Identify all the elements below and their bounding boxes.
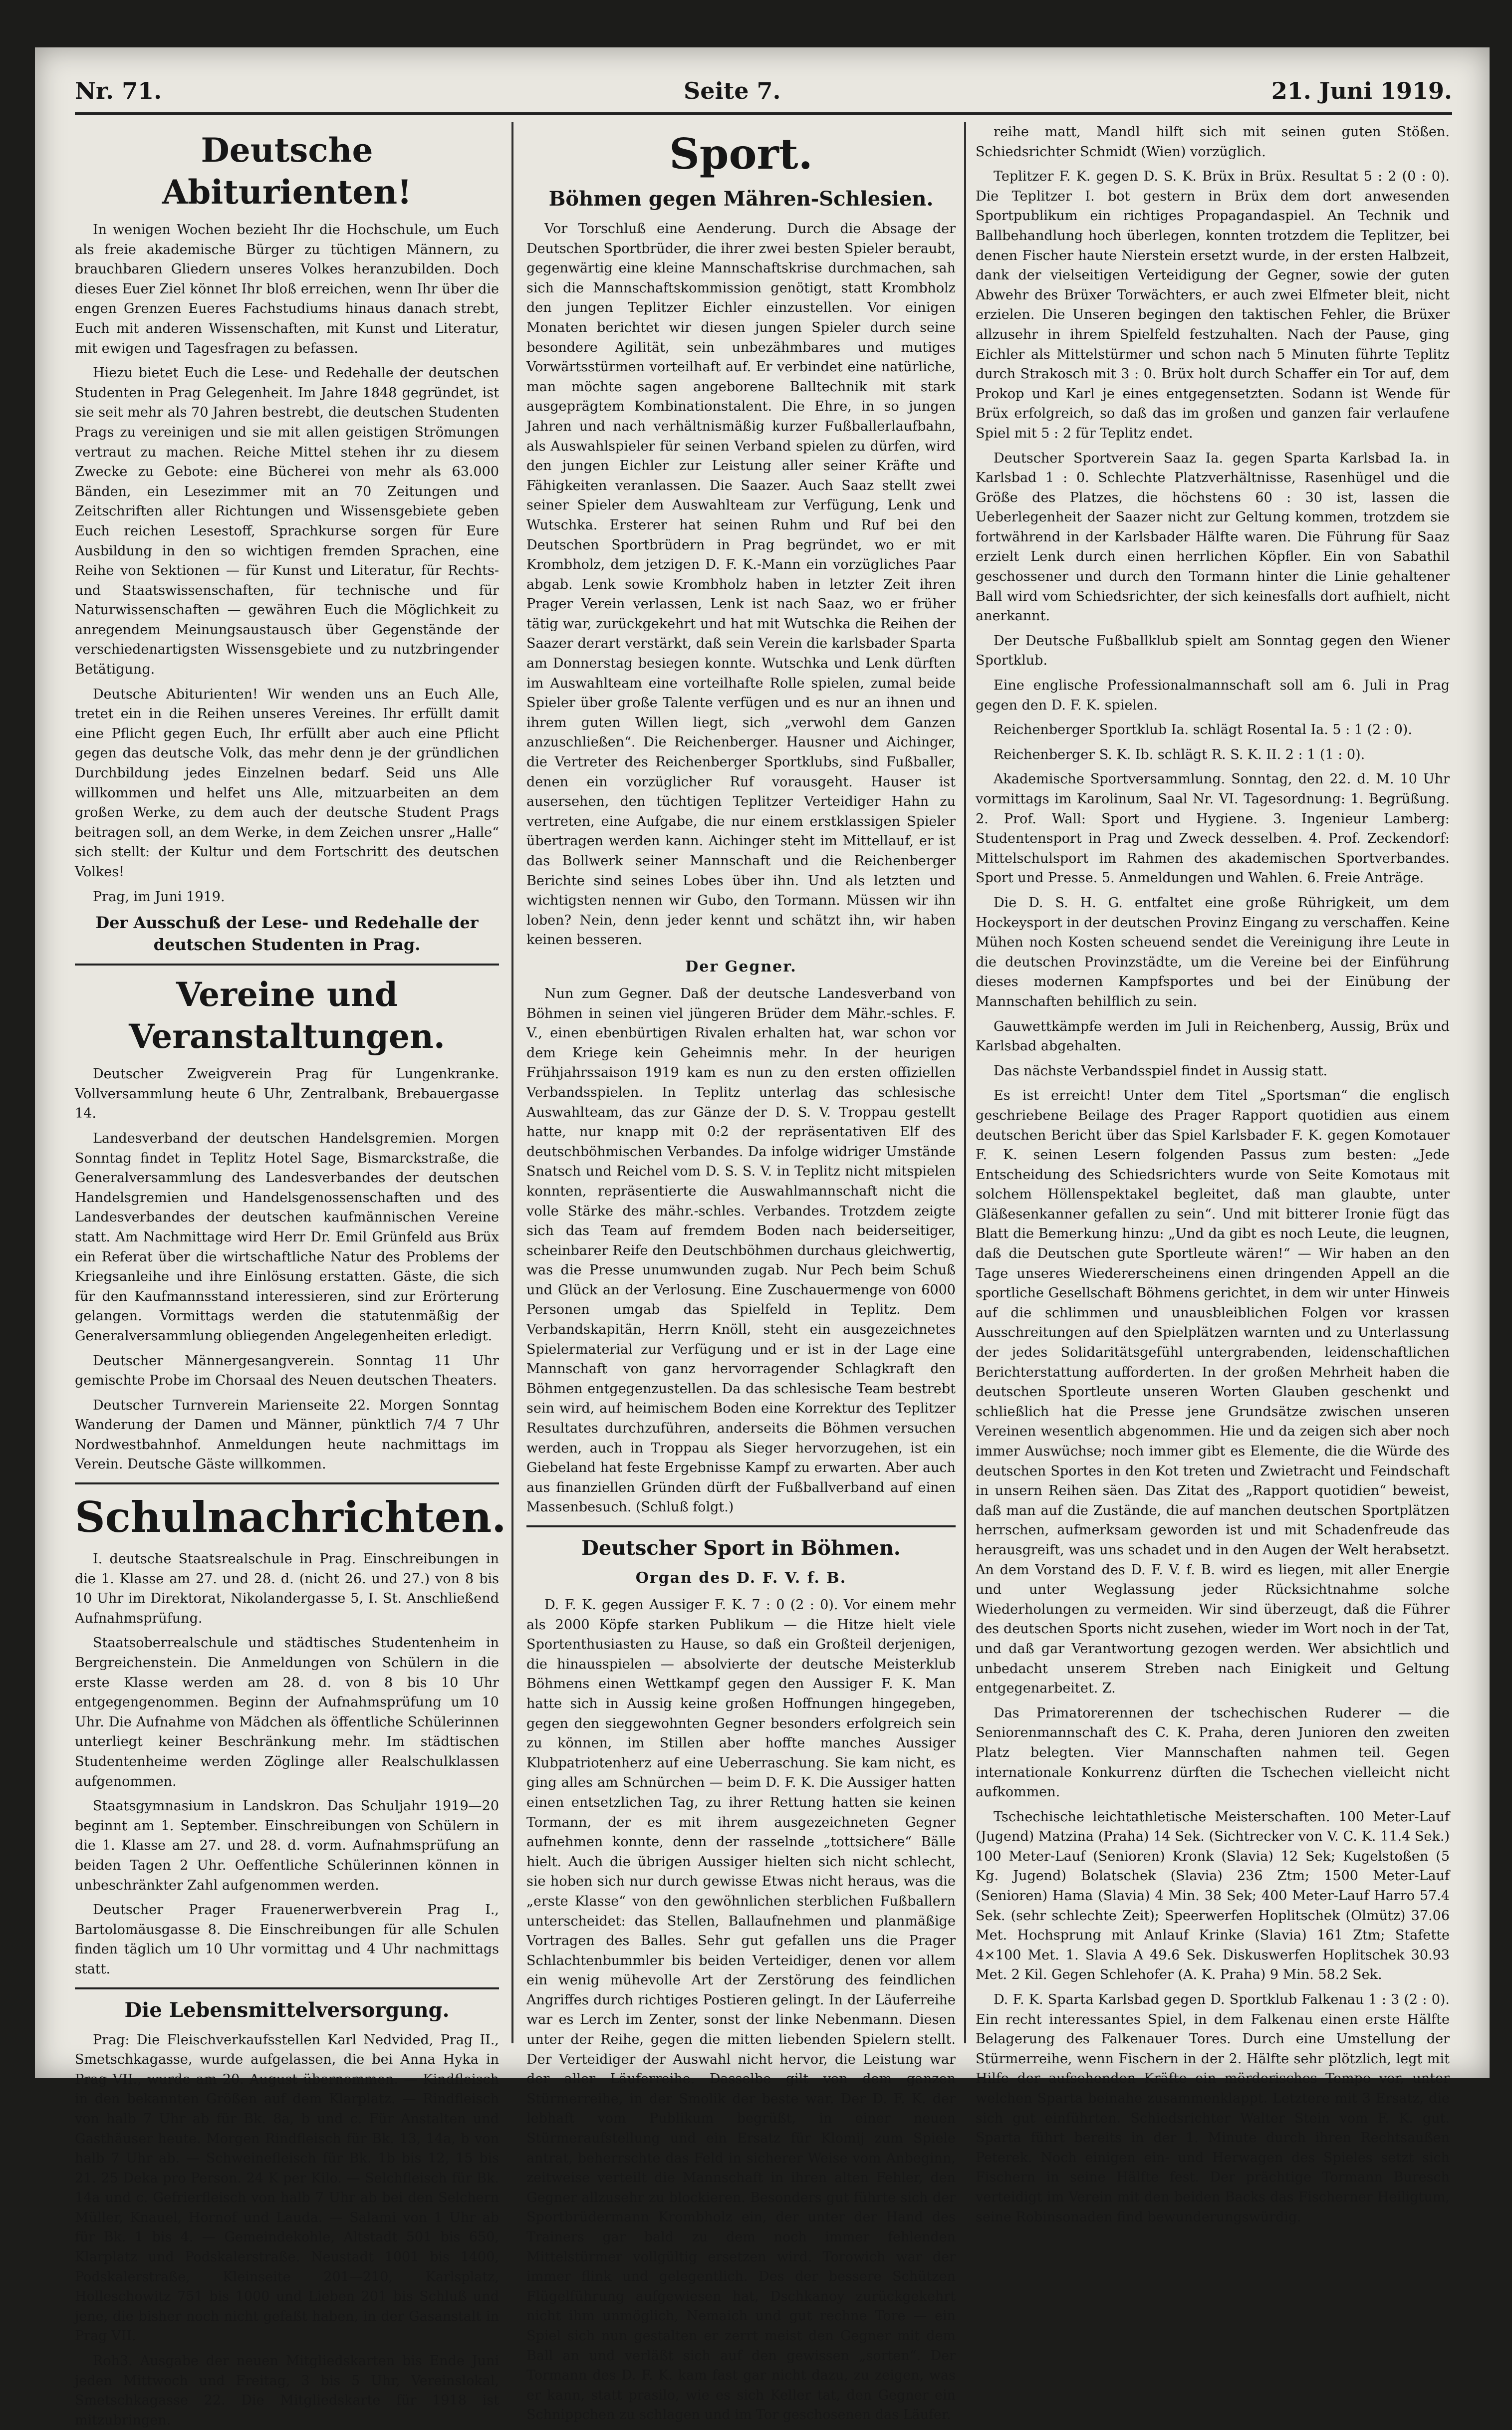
sport-headline: Sport.	[669, 129, 813, 179]
sport-news-paragraph: Eine englische Professionalmannschaft soll am 6. Juli in Prag gegen den D. F. K. spielen.	[976, 678, 1450, 713]
section-divider	[75, 1987, 499, 1989]
schul-headline: Schulnachrichten.	[75, 1492, 506, 1542]
section-divider	[526, 1525, 956, 1527]
dsport-paragraph: D. F. K. gegen Aussiger F. K. 7 : 0 (2 : 0). Vor einem mehr als 2000 Köpfe starken Publikum — die Hitze hielt viele Sportenthusiasten zu Hause, so daß ein Großteil derjenigen, die hinausspielen — absolvierte der deutsche Meisterklub Böhmens einen Wettkampf gegen den Aussiger F. K. Man hatte sich in Aussig keine großen Hoffnungen hingegeben, gegen den sieggewohnten Gegner besonders erfolgreich sein zu können, im Stillen aber hoffte manches Aussiger Klubpatriotenherz auf eine Ueberraschung. Sie kam nicht, es ging alles am Schnürchen — beim D. F. K. Die Aussiger hatten einen entsetzlichen Tag, zu ihrer Rettung hatten sie keinen Tormann, der es mit ihrem ausgezeichneten Gegner aufnehmen konnte, denn der rasselnde „tottsichere“ Bälle hielt. Auch die übrigen Aussiger hielten sich nicht schlecht, sie hoben sich nur durch gewisse Etwas nicht heraus, was die „erste Klasse“ von den gewöhnlichen sterblichen Fußballern unterscheidet: das Stellen, Ballaufnehmen und planmäßige Vortragen des Balles. Sehr gut gefallen uns die Prager Schlachtenbummler bis beiden Verteidiger, denen vor allem ein wenig mühevolle Art der Zerstörung des feindlichen Angriffes durch richtiges Postieren gelingt. In der Läuferreihe war es Lerch im Zenter, sonst der linke Nebenmann. Diesen unter der Reihe, gegen die mitten liebenden Spielern stellt. Der Verteidiger der Auswahl nicht hervor, die Leistung war der aller Läuferreihe. Dasselbe gilt von dem ganzen Stürmerreihe, in der Smolik der beste war. Der D. F. K. der lebhaft vom Publikum begrüßt, in einer neuen Stürmeraufstellung und ein Ersatz für Klomij zum Spiele antrat, beherrschte das Feld in sicherer Weise vom Anbeginn, zeitweise verteilt die Mannschaft in ihren alten Fehler, den Gegner allzusehr zu blockieren. Besonders gut führte sich der Sportbrüdermann Krombholz ein, der unter der Hand des Trainers gar bald zu dem noch immer fehlenden Mittelstürmer vollgültig ersetzen wird. Torowich war der immer flink und gelegentlich. Des der bessere Schützen Flügelführung aufgewiesen hat, Dschkanoy zurückgekehrt nicht ihm unmöglich, Nemaich und gut rechne Tore — ein Spiel sich nun gestalten er zerrt meist den Gegner mit dem Ball an und verläßt sich auf den gewissen „sorten“. Der Tormann des D. F. K. kam fast gar nicht dazu, zu zeigen, was er kann, statt prasilo, wie es sich Keller tat, den Gegner ein Schnippchen zu schlagen und im Tor geschosenen das Läufer.	[526, 1597, 956, 2423]
organ-subheadline: Organ des D. F. V. f. B.	[635, 1569, 847, 1587]
issue-date: 21. Juni 1919.	[1271, 77, 1452, 104]
abiturienten-headline: Deutsche Abiturienten!	[162, 131, 412, 212]
sport-news-paragraph: Die D. S. H. G. entfaltet eine große Rührigkeit, um dem Hockeysport in der deutschen Provinz Eingang zu verschaffen. Keine Mühen noch Kosten scheuend sendet die Vereinigung ihre Leute in die deutschen Provinzstädte, um die Vereine bei der Einführung dieses modernen Kampfsportes und bei der Einübung der Mannschaften behilflich zu sein.	[976, 895, 1450, 1009]
gegner-paragraph: Nun zum Gegner. Daß der deutsche Landesverband von Böhmen in seinen viel jüngeren Brüder dem Mähr.-schles. F. V., einen ebenbürtigen Rivalen erhalten hat, war schon vor dem Kriege kein Geheimnis mehr. In der heurigen Frühjahrssaison 1919 kam es nun zu den ersten offiziellen Verbandsspielen. In Teplitz unterlag das schlesische Auswahlteam, das zur Gänze der D. S. V. Troppau gestellt hatte, nur knapp mit 0:2 der repräsentativen Elf des deutschböhmischen Verbandes. Da infolge widriger Umstände Snatsch und Reichel vom D. S. S. V. in Teplitz nicht mitspielen konnten, repräsentierte die Auswahlmannschaft nicht die volle Stärke des mähr.-schles. Verbandes. Trotzdem zeigte sich das Team auf fremdem Boden nach beiderseitiger, scheinbarer Reife den Deutschböhmen durchaus gleichwertig, was die Presse unumwunden zugab. Nur Pech beim Schuß und Glück an der Verlosung. Eine Zuschauermenge von 6000 Personen umgab das Spielfeld in Teplitz. Dem Verbandskapitän, Herrn Knöll, steht ein ausgezeichnetes Spielermaterial zur Verfügung und er ist in der Lage eine Mannschaft von ganz hervorragender Schlagkraft den Böhmen entgegenzustellen. Da das schlesische Team bestrebt sein wird, auf heimischem Boden eine Korrektur des Teplitzer Resultates durchzuführen, anderseits die Böhmen versuchen werden, auch in Troppau als Sieger hervorzugehen, ist ein Giebeland hat feste Ergebnisse Kampf zu erwarten. Aber auch aus finanziellen Gründen dürft der Fußballverband auf einen Massenbesuch. (Schluß folgt.)	[526, 985, 956, 1515]
page-number: Seite 7.	[684, 77, 781, 104]
sport-news-paragraph: Reichenberger Sportklub Ia. schlägt Rosental Ia. 5 : 1 (2 : 0).	[994, 722, 1412, 738]
page-header	[75, 72, 1452, 115]
sport-news-paragraph: D. F. K. Sparta Karlsbad gegen D. Sportklub Falkenau 1 : 3 (2 : 0). Ein recht interessantes Spiel, in dem Falkenau einen erste Hälfte Belagerung des Falkenauer Tores. Durch eine Umstellung der Stürmerreihe, wenn Fischern in der 2. Hälfte sehr plötzlich, legt mit Hilfe der aufsehenden Kräfte ein mörderisches Tempo vor, unter welchen Sparta beinahe zusammenklappt. Letztere mit 3 Ersatz, die sich gut einführten. Schiedsrichter Walter Stein vom F. K. gut. Sparta führt bereits in der 1. Minute durch ihren Rechtsaußen Peterek. Noch einigen ein- und Herwagen des Spieles setzt sich Fischern in seine Hälfte fest. Der prächtige Tormann Buresch verteidigt im Verein mit den beiden Backs das Fischerner Heiligtum, seine Robinsonaden find bewunderungswürdig.	[976, 1992, 1450, 2225]
sport-news-paragraph: reihe matt, Mandl hilft sich mit seinen guten Stößen. Schiedsrichter Schmidt (Wien) vorzüglich.	[976, 124, 1450, 160]
schul-paragraph: Deutscher Prager Frauenerwerbverein Prag I., Bartolomäusgasse 8. Die Einschreibungen für alle Schulen finden täglich um 10 Uhr vormittag und 4 Uhr nachmittags statt.	[75, 1902, 499, 1977]
gegner-subheadline: Der Gegner.	[685, 958, 797, 975]
sport-news-paragraph: Gauwettkämpfe werden im Juli in Reichenberg, Aussig, Brüx und Karlsbad abgehalten.	[976, 1018, 1450, 1054]
sport-news-paragraph: Das Primatorerennen der tschechischen Ruderer — die Seniorenmannschaft des C. K. Praha, deren Junioren den zweiten Platz belegten. Vier Mannschaften nahmen teil. Gegen internationale Konkurrenz dürften die Tschechen vielleicht nicht aufkommen.	[976, 1705, 1450, 1800]
sport-news-paragraph: Teplitzer F. K. gegen D. S. K. Brüx in Brüx. Resultat 5 : 2 (0 : 0). Die Teplitzer I. bot gestern in Brüx dem dort anwesenden Sportpublikum ein richtiges Propagandaspiel. An Technik und Ballbehandlung hoch überlegen, konnten trotzdem die Teplitzer, bei denen Fischer haute Nierstein ersetzt wurde, in der ersten Halbzeit, dank der vielseitigen Verteidigung der Gegner, sowie der guten Abwehr des Brüxer Torwächters, er auch zwei Elfmeter bleit, nicht erzielen. Die Unseren begingen den taktischen Fehler, die Brüxer allzusehr in ihrem Spielfeld festzuhalten. Nach der Pause, ging Eichler als Mittelstürmer und schon nach 5 Minuten führte Teplitz durch Strakosch mit 3 : 0. Brüx holt durch Schaffer ein Tor auf, dem Prokop und Karl je eines entgegensetzten. Sodann ist Wende für Brüx erfolgreich, so daß das im großen und ganzen fair verlaufene Spiel mit 5 : 2 für Teplitz endet.	[976, 169, 1450, 441]
column-1	[75, 122, 506, 2428]
sport-news-paragraph: Tschechische leichtathletische Meisterschaften. 100 Meter-Lauf (Jugend) Matzina (Praha) 14 Sek. (Sichtrecker von V. C. K. 11.4 Sek.) 100 Meter-Lauf (Senioren) Kronk (Slavia) 12 Sek; Kugelstoßen (5 Kg. Jugend) Bolatschek (Slavia) 236 Ztm; 1500 Meter-Lauf (Senioren) Hama (Slavia) 4 Min. 38 Sek; 400 Meter-Lauf Harro 57.4 Sek. (sehr schlechte Zeit); Speerwerfen Hoplitschek (Olmütz) 37.06 Met. Hochsprung mit Anlauf Krinke (Slavia) 161 Ztm; Stafette 4×100 Met. 1. Slavia A 49.6 Sek. Diskuswerfen Hoplitschek 30.93 Met. 2 Kil. Gegen Schlehofer (A. K. Praha) 9 Min. 58.2 Sek.	[976, 1809, 1450, 1983]
sport-news-paragraph: Das nächste Verbandsspiel findet in Aussig statt.	[994, 1063, 1328, 1079]
boehmen-subheadline: Böhmen gegen Mähren-Schlesien.	[548, 187, 934, 211]
schul-paragraph: I. deutsche Staatsrealschule in Prag. Einschreibungen in die 1. Klasse am 27. und 28. d. (nicht 26. und 27.) von 8 bis 10 Uhr im Direktorat, Nikolandergasse 5, I. St. Anschließend Aufnahmsprüfung.	[75, 1551, 499, 1626]
abiturienten-paragraph: Hiezu bietet Euch die Lese- und Redehalle der deutschen Studenten in Prag Gelegenheit. Im Jahre 1848 gegründet, ist sie seit mehr als 70 Jahren bestrebt, die deutschen Studenten Prags zu vereinigen und sie mit allen geistigen Strömungen vertraut zu machen. Reiche Mittel stehen ihr zu diesem Zwecke zu Gebote: eine Bücherei von mehr als 63.000 Bänden, ein Lesezimmer mit an 70 Zeitungen und Zeitschriften aller Richtungen und Wissensgebiete geben Euch reichen Lesestoff, Sprachkurse sorgen für Eure Ausbildung in den so wichtigen fremden Sprachen, eine Reihe von Sektionen — für Kunst und Literatur, für Rechts- und Staatswissenschaften, für technische und für Naturwissenschaften — gewähren Euch die Möglichkeit zu anregendem Meinungsaustausch über Gegenstände der verschiedenartigsten Wissensgebiete und zu nutzbringender Betätigung.	[75, 365, 499, 678]
vereine-paragraph: Landesverband der deutschen Handelsgremien. Morgen Sonntag findet in Teplitz Hotel Sage, Bismarckstraße, die Generalversammlung des Landesverbandes der deutschen Handelsgremien und Handelsgenossenschaften und des Landesverbandes der deutschen kaufmännischen Vereine statt. Am Nachmittage wird Herr Dr. Emil Grünfeld aus Brüx ein Referat über die wirtschaftliche Natur des Problems der Kriegsanleihe und ihre Einlösung erstatten. Gäste, die sich für den Kaufmannsstand interessieren, sind zur Erörterung gelangen. Vormittags werden die statutenmäßig der Generalversammlung obliegenden Angelegenheiten erledigt.	[75, 1130, 499, 1344]
sport-news-paragraph: Der Deutsche Fußballklub spielt am Sonntag gegen den Wiener Sportklub.	[976, 633, 1450, 669]
vereine-paragraph: Deutscher Turnverein Marienseite 22. Morgen Sonntag Wanderung der Damen und Männer, pünktlich 7/4 7 Uhr Nordwestbahnhof. Anmeldungen heute nachmittags im Verein. Deutsche Gäste willkommen.	[75, 1397, 499, 1472]
vereine-paragraph: Deutscher Männergesangverein. Sonntag 11 Uhr gemischte Probe im Chorsaal des Neuen deutschen Theaters.	[75, 1353, 499, 1389]
section-divider	[75, 1482, 499, 1484]
lebensmittel-paragraph: Roh3. Ausgabe der neuen Mitgliedskarten bis Ende Juni jeden Mittwoch und Freitag, 3 bis 5 Uhr, Vereinslokal, Smetschkagasse 22. Die Mitgliedskarte für 1918 ist mitzubringen.	[75, 2353, 499, 2428]
column-rule-1	[511, 122, 513, 2043]
issue-number: Nr. 71.	[75, 77, 162, 104]
column-rule-2	[964, 122, 966, 2043]
newspaper-page	[35, 47, 1490, 2428]
abiturienten-dateline: Prag, im Juni 1919.	[93, 889, 225, 905]
vereine-headline: Vereine und Veranstaltungen.	[129, 975, 445, 1056]
column-3	[976, 122, 1450, 2225]
lebensmittel-headline: Die Lebensmittelversorgung.	[124, 1998, 450, 2022]
column-2	[526, 122, 956, 2423]
abiturienten-signature: Der Ausschuß der Lese- und Redehalle der deutschen Studenten in Prag.	[95, 913, 479, 955]
section-divider	[75, 964, 499, 966]
schul-paragraph: Staatsoberrealschule und städtisches Studentenheim in Bergreichenstein. Die Anmeldungen von Schülern in die erste Klasse werden am 28. d. von 8 bis 10 Uhr entgegengenommen. Beginn der Aufnahmsprüfung um 10 Uhr. Die Aufnahme von Mädchen als öffentliche Schülerinnen unterliegt keiner Beschränkung mehr. Im städtischen Studentenheime werden Zöglinge aller Realschulklassen aufgenommen.	[75, 1635, 499, 1789]
vereine-paragraph: Deutscher Zweigverein Prag für Lungenkranke. Vollversammlung heute 6 Uhr, Zentralbank, Brebauergasse 14.	[75, 1066, 499, 1122]
abiturienten-paragraph: Deutsche Abiturienten! Wir wenden uns an Euch Alle, tretet ein in die Reihen unseres Vereines. Ihr erfüllt damit eine Pflicht gegen Euch, Ihr erfüllt aber auch eine Pflicht gegen das deutsche Volk, das mehr denn je der gründlichen Durchbildung jedes Einzelnen bedarf. Seid uns Alle willkommen und helfet uns Alle, mitzuarbeiten an dem großen Werke, zu dem auch der deutsche Student Prags beitragen soll, an dem Werke, in dem Zeichen unsrer „Halle“ sich stellt: der Kultur und dem Fortschritt des deutschen Volkes!	[75, 686, 499, 880]
sport-news-paragraph: Reichenberger S. K. Ib. schlägt R. S. K. II. 2 : 1 (1 : 0).	[994, 746, 1365, 762]
abiturienten-paragraph: In wenigen Wochen bezieht Ihr die Hochschule, um Euch als freie akademische Bürger zu tüchtigen Männern, zu brauchbaren Gliedern unseres Volkes heranzubilden. Doch dieses Euer Ziel könnet Ihr bloß erreichen, wenn Ihr über die engen Grenzen Eueres Fachstudiums hinaus danach strebt, Euch mit anderen Wissenschaften, mit Kunst und Literatur, mit ewigen und Tagesfragen zu befassen.	[75, 222, 499, 356]
sport-news-paragraph: Es ist erreicht! Unter dem Titel „Sportsman“ die englisch geschriebene Beilage des Prager Rapport quotidien aus einem deutschen Bericht über das Spiel Karlsbader F. K. gegen Komotauer F. K. seinen Lesern folgenden Passus zum besten: „Jede Entscheidung des Schiedsrichters wurde von Seite Komotaus mit solchem Höllenspektakel begleitet, daß man glaubte, unter Gläßesenkanner gefallen zu sein“. Und mit bitterer Ironie fügt das Blatt die Bemerkung hinzu: „Und da gibt es noch Leute, die leugnen, daß die Deutschen gute Sportleute wären!“ — Wir haben an den Tage unseres Wiedererscheinens einen dringenden Appell an die sportliche Gesellschaft Böhmens gerichtet, in dem wir unter Hinweis auf die schlimmen und unausbleiblichen Folgen vor krassen Ausschreitungen auf den Spielplätzen warnten und zu Unterlassung der jedes Solidaritätsgefühl untergrabenden, leidenschaftlichen Berichterstattung aufforderten. In der großen Mehrheit haben die deutschen Sportleute unseren Worten Glauben geschenkt und schließlich hat die Presse jene Grundsätze zwischen unseren Vereinen wesentlich abgenommen. Hie und da zeigen sich aber noch immer Auswüchse; noch immer gibt es Elemente, die die Würde des deutschen Sportes in den Kot treten und Zwietracht und Feindschaft in unsern Reihen säen. Das Zitat des „Rapport quotidien“ beweist, daß man auf die Zustände, die auf manchen deutschen Sportplätzen herrschen, aufmerksam geworden ist und mit Schadenfreude das herausgreift, was uns schadet und in den Augen der Welt herabsetzt. An dem Vorstand des D. F. V. f. B. wird es liegen, mit aller Energie und unter Weglassung jeder Rücksichtnahme solche Wiederholungen zu vermeiden. Wir sind überzeugt, daß die Führer des deutschen Sports nicht zusehen, wieder im Wort noch in der Tat, und daß gar Verantwortung gezogen werden. Wer absichtlich und unbedacht unserem Streben nach Einigkeit und Geltung entgegenarbeitet. Z.	[976, 1088, 1450, 1697]
sport-news-paragraph: Deutscher Sportverein Saaz Ia. gegen Sparta Karlsbad Ia. in Karlsbad 1 : 0. Schlechte Platzverhältnisse, Rasenhügel und die Größe des Platzes, die höchstens 60 : 30 ist, lassen die Ueberlegenheit der Saazer nicht zur Geltung kommen, trotzdem sie fortwährend in der Karlsbader Hälfte waren. Die Führung für Saaz erzielt Lenk durch einen herrlichen Köpfler. Ein von Sabathil geschossener und durch den Tormann hinter die Linie gehaltener Ball wird vom Schiedsrichter, der sich keinesfalls dort aufhielt, nicht anerkannt.	[976, 450, 1450, 624]
schul-paragraph: Staatsgymnasium in Landskron. Das Schuljahr 1919—20 beginnt am 1. September. Einschreibungen von Schülern in die 1. Klasse am 27. und 28. d. vorm. Aufnahmsprüfung an beiden Tagen 2 Uhr. Oeffentliche Schülerinnen können in unbeschränkter Zahl aufgenommen werden.	[75, 1798, 499, 1893]
boehmen-paragraph: Vor Torschluß eine Aenderung. Durch die Absage der Deutschen Sportbrüder, die ihrer zwei besten Spieler beraubt, gegenwärtig eine kleine Mannschaftskrise durchmachen, sah sich die Mannschaftskommission genötigt, statt Krombholz den jungen Teplitzer Eichler einzustellen. Vor einigen Monaten berichtet wir diesen jungen Spieler durch seine besondere Agilität, sein unbezähmbares und mutiges Vorwärtsstürmen vorteilhaft auf. Er verbindet eine natürliche, man möchte sagen angeborene Balltechnik mit stark ausgeprägtem Kombinationstalent. Die Ehre, in so jungen Jahren und nach verhältnismäßig kurzer Fußballerlaufbahn, als Auswahlspieler für seinen Verband spielen zu dürfen, wird den jungen Eichler zur Leistung aller seiner Kräfte und Fähigkeiten veranlassen. Die Saazer. Auch Saaz stellt zwei seiner Spieler dem Auswahlteam zur Verfügung, Lenk und Wutschka. Ersterer hat seinen Ruhm und Ruf bei den Deutschen Sportbrüdern in Prag begründet, wo er mit Krombholz, dem jetzigen D. F. K.-Mann ein vorzügliches Paar abgab. Lenk sowie Krombholz haben in letzter Zeit ihren Prager Verein verlassen, Lenk ist nach Saaz, wo er früher tätig war, zurückgekehrt und hat mit Wutschka die Reihen der Saazer derart verstärkt, daß sein Verein die karlsbader Sparta am Donnerstag besiegen konnte. Wutschka und Lenk dürften im Auswahlteam eine vorteilhafte Rolle spielen, zumal beide Spieler über große Talente verfügen und es nur an ihnen und ihrem guten Willen liegt, sich „verwohl dem Ganzen anzuschließen“. Die Reichenberger. Hausner und Aichinger, die Vertreter des Reichenberger Sportklubs, sind Fußballer, denen ein vorzüglicher Ruf vorausgeht. Hauser ist ausersehen, den tüchtigen Teplitzer Verteidiger Hahn zu vertreten, eine Aufgabe, die nur einem erstklassigen Spieler übertragen werden kann. Aichinger steht im Mittellauf, er ist das Bollwerk seiner Mannschaft und die Reichenberger Berichte sind seines Lobes über ihn. Und als letzten und wichtigsten nennen wir Gubo, den Tormann. Müssen wir ihn loben? Nein, denn jeder kennt und schätzt ihn, wir haben keinen besseren.	[526, 221, 956, 948]
lebensmittel-paragraph: Prag: Die Fleischverkaufsstellen Karl Nedvided, Prag II., Smetschkagasse, wurde aufgelassen, die bei Anna Hyka in Prag VII., wurde am 20. August übernommen. — Kindfleisch in den bekannten Größen auf dem Klarplatz. — Rindfleisch von halb 7 Uhr ab für Bk. 8a, b und c. Für Anstalten und Gasthäuser heute. Morgen Rindfleisch für Bk. 13, 14a, b von halb 7 Uhr ab. — Schweinefleisch für Bk. 1b bis 12, 15 bis 21. 25 Deka pro Person. 24 K per Kilo. — Selchfleisch für Bk. 14a und c. Gefrierfleisch von halb 7 Uhr ab bei den Selchern Müller, Knauel, Hornof und Lauda. — Salami von 1 Uhr ab für Bk. 1 bis 4. — Gemeindekohle, Altstadt 501 bis 650, Klarplatz und Podskalerstraße. Neustadt 1001 bis 1400, Podskalerstraße, Kleinseite 201—210, Karlsplatz, Holleschowitz 751 bis 1000 und Lieben 201 bis Schluß und jene, die bisher noch nicht gefaßt haben, in der Gasanstalt in Prag VII.	[75, 2032, 499, 2344]
dsport-headline: Deutscher Sport in Böhmen.	[581, 1536, 901, 1560]
sport-news-paragraph: Akademische Sportversammlung. Sonntag, den 22. d. M. 10 Uhr vormittags im Karolinum, Saal Nr. VI. Tagesordnung: 1. Begrüßung. 2. Prof. Wall: Sport und Hygiene. 3. Ingenieur Lamberg: Studentensport in Prag und Zweck desselben. 4. Prof. Zeckendorf: Mittelschulsport im Rahmen des akademischen Sportverbandes. Sport und Presse. 5. Anmeldungen und Wahlen. 6. Freie Anträge.	[976, 771, 1450, 886]
